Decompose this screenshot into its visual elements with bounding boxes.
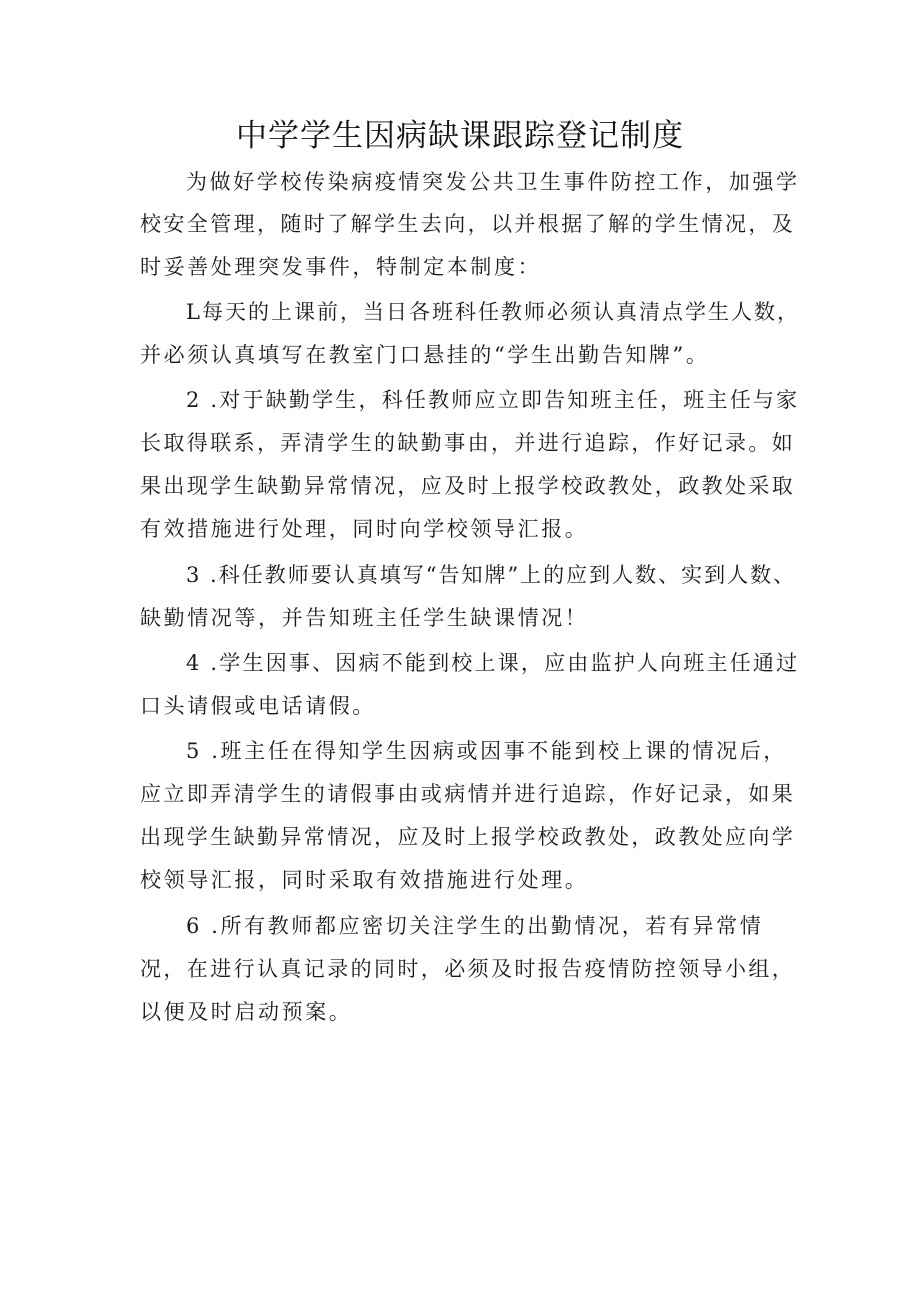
paragraph-intro-line-2: 校安全管理，随时了解学生去向，以并根据了解的学生情况，及: [140, 212, 796, 236]
item-5-line-1: 5 .班主任在得知学生因病或因事不能到校上课的情况后，: [186, 739, 787, 763]
item-2-line-4: 有效措施进行处理，同时向学校领导汇报。: [140, 517, 589, 541]
item-5-line-3: 出现学生缺勤异常情况，应及时上报学校政教处，政教处应向学: [140, 825, 796, 849]
item-4-line-2: 口头请假或电话请假。: [140, 694, 376, 718]
item-1-line-1: L每天的上课前，当日各班科任教师必须认真清点学生人数，: [186, 300, 800, 324]
item-3-line-2: 缺勤情况等，并告知班主任学生缺课情况！: [140, 606, 589, 630]
item-4-line-1: 4 .学生因事、因病不能到校上课，应由监护人向班主任通过: [186, 651, 800, 675]
item-2-line-3: 果出现学生缺勤异常情况，应及时上报学校政教处，政教处采取: [140, 474, 796, 498]
paragraph-intro-line-1: 为做好学校传染病疫情突发公共卫生事件防控工作，加强学: [186, 170, 800, 194]
document-title: 中学学生因病缺课跟踪登记制度: [236, 118, 684, 154]
item-1-line-2: 并必须认真填写在教室门口悬挂的“学生出勤告知牌”。: [140, 343, 710, 367]
item-2-line-1: 2 .对于缺勤学生，科任教师应立即告知班主任，班主任与家: [186, 388, 800, 412]
item-5-line-4: 校领导汇报，同时采取有效措施进行处理。: [140, 868, 589, 892]
item-6-line-3: 以便及时启动预案。: [140, 1000, 353, 1024]
item-2-line-2: 长取得联系，弄清学生的缺勤事由，并进行追踪，作好记录。如: [140, 431, 796, 455]
paragraph-intro-line-3: 时妥善处理突发事件，特制定本制度：: [140, 255, 542, 279]
item-6-line-1: 6 .所有教师都应密切关注学生的出勤情况，若有异常情: [186, 914, 764, 938]
item-5-line-2: 应立即弄清学生的请假事由或病情并进行追踪，作好记录，如果: [140, 782, 796, 806]
item-3-line-1: 3 .科任教师要认真填写“告知牌”上的应到人数、实到人数、: [186, 563, 797, 587]
item-6-line-2: 况，在进行认真记录的同时，必须及时报告疫情防控领导小组，: [140, 957, 796, 981]
